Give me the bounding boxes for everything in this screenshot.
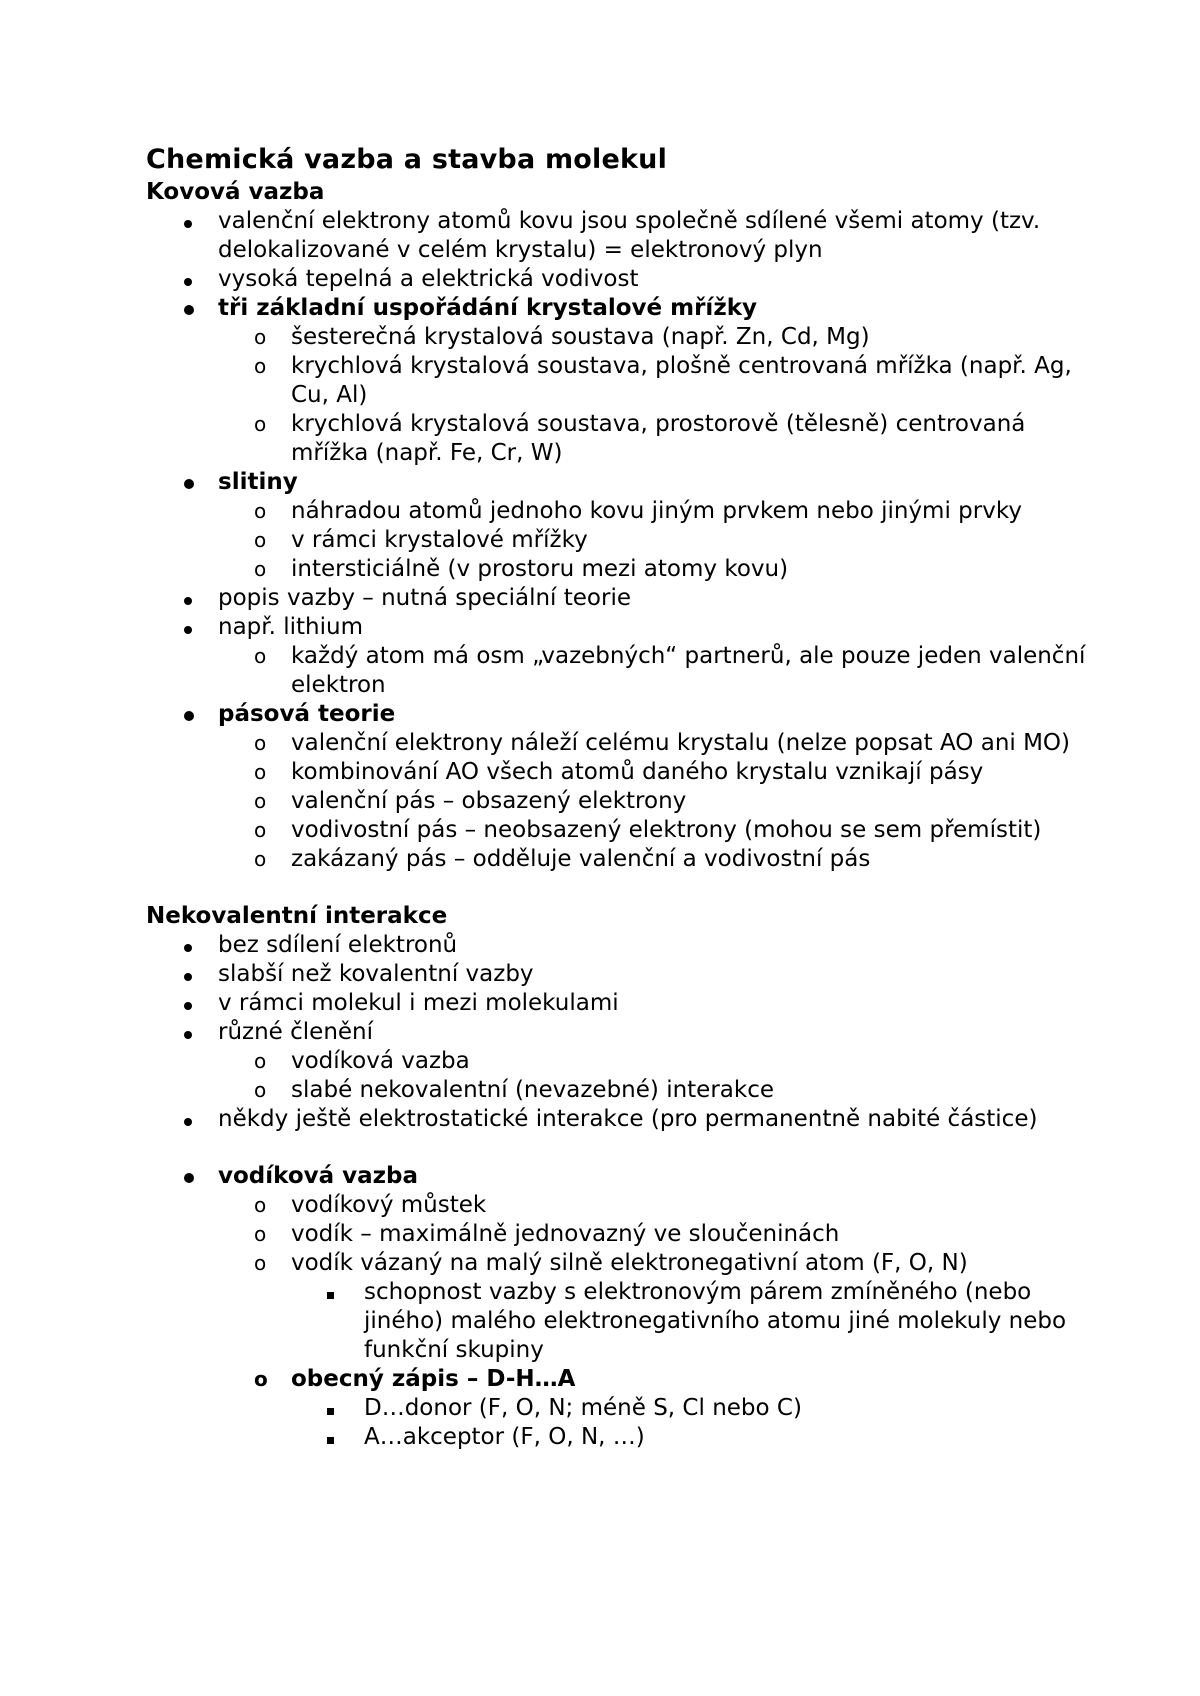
list-item: o valenční elektrony náleží celému krystalu (nelze popsat AO ani MO)	[254, 730, 1071, 756]
circle-bullet-icon: o	[254, 1251, 267, 1275]
list-item: slitiny	[146, 468, 1086, 497]
document-title: Chemická vazba a stavba molekul	[146, 144, 668, 175]
list-item: o slabé nekovalentní (nevazebné) interakce	[254, 1077, 774, 1103]
bullet-icon	[184, 960, 192, 989]
square-bullet-icon	[327, 1278, 334, 1307]
circle-bullet-icon: o	[254, 818, 267, 842]
bullet-icon	[184, 468, 194, 497]
list-item: o vodíkový můstek	[254, 1192, 487, 1218]
circle-bullet-icon: o	[254, 325, 267, 349]
list-item: slabší než kovalentní vazby	[146, 960, 1086, 989]
list-item: o krychlová krystalová soustava, plošně centrovaná mřížka (např. Ag, Cu, Al)	[254, 353, 1072, 408]
circle-bullet-icon: o	[254, 789, 267, 813]
list-item: D…donor (F, O, N; méně S, Cl nebo C)	[146, 1394, 1086, 1423]
list-item: o náhradou atomů jednoho kovu jiným prvkem nebo jinými prvky	[254, 498, 1022, 524]
list-item: A…akceptor (F, O, N, …)	[146, 1423, 1086, 1452]
list-item: o krychlová krystalová soustava, prostorově (tělesně) centrovaná mřížka (např. Fe, Cr, W)	[254, 411, 1026, 466]
circle-bullet-icon: o	[254, 731, 267, 755]
list-item: valenční elektrony atomů kovu jsou společně sdílené všemi atomy (tzv. delokalizované v celém krystalu) = elektronový plyn	[146, 207, 1086, 265]
circle-bullet-icon: o	[254, 1049, 267, 1073]
bullet-icon	[184, 1018, 192, 1047]
list-item: bez sdílení elektronů	[146, 931, 1086, 960]
bullet-icon	[184, 989, 192, 1018]
bullet-icon	[184, 931, 192, 960]
bullet-icon	[184, 294, 194, 323]
list-item: o vodík vázaný na malý silně elektronegativní atom (F, O, N)	[254, 1250, 968, 1276]
list-item: o vodíková vazba	[254, 1048, 470, 1074]
list-item: vysoká tepelná a elektrická vodivost	[146, 265, 1086, 294]
list-item: popis vazby – nutná speciální teorie	[146, 584, 1086, 613]
list-item: pásová teorie	[146, 700, 1086, 729]
list-item: o valenční pás – obsazený elektrony	[254, 788, 687, 814]
list-item: tři základní uspořádání krystalové mřížky	[146, 294, 1086, 323]
circle-bullet-icon: o	[254, 1078, 267, 1102]
list-item: o šesterečná krystalová soustava (např. Zn, Cd, Mg)	[254, 324, 870, 350]
bullet-icon	[184, 265, 192, 294]
bullet-icon	[184, 700, 194, 729]
list-kovova-vazba	[146, 207, 1086, 874]
spacer	[146, 1134, 1086, 1162]
circle-bullet-icon: o	[254, 1193, 267, 1217]
circle-bullet-icon: o	[254, 499, 267, 523]
square-bullet-icon	[327, 1394, 334, 1423]
list-item: o kombinování AO všech atomů daného krystalu vznikají pásy	[254, 759, 984, 785]
circle-bullet-icon: o	[254, 847, 267, 871]
section-heading-kovova-vazba: Kovová vazba	[146, 179, 325, 205]
bullet-icon	[184, 207, 192, 236]
list-item: schopnost vazby s elektronovým párem zmíněného (nebo jiného) malého elektronegativního atomu jiné molekuly nebo funkční skupiny	[146, 1278, 1086, 1365]
document-page	[146, 142, 1086, 1452]
bullet-icon	[184, 1162, 194, 1191]
circle-bullet-icon: o	[254, 760, 267, 784]
circle-bullet-icon: o	[254, 557, 267, 581]
list-item: o intersticiálně (v prostoru mezi atomy kovu)	[254, 556, 789, 582]
section-heading-nekovalentni-interakce: Nekovalentní interakce	[146, 903, 448, 929]
list-item: o zakázaný pás – odděluje valenční a vodivostní pás	[254, 846, 871, 872]
list-vodikova-vazba	[146, 1162, 1086, 1452]
list-item: např. lithium	[146, 613, 1086, 642]
list-item: různé členění	[146, 1018, 1086, 1047]
bullet-icon	[184, 1105, 192, 1134]
circle-bullet-icon: o	[254, 1367, 268, 1391]
spacer	[146, 874, 1086, 902]
list-item: o vodivostní pás – neobsazený elektrony (mohou se sem přemístit)	[254, 817, 1042, 843]
circle-bullet-icon: o	[254, 412, 267, 436]
list-nekovalentni-interakce	[146, 931, 1086, 1134]
list-item: v rámci molekul i mezi molekulami	[146, 989, 1086, 1018]
circle-bullet-icon: o	[254, 644, 267, 668]
list-item: vodíková vazba	[146, 1162, 1086, 1191]
square-bullet-icon	[327, 1423, 334, 1452]
bullet-icon	[184, 584, 192, 613]
circle-bullet-icon: o	[254, 354, 267, 378]
bullet-icon	[184, 613, 192, 642]
circle-bullet-icon: o	[254, 528, 267, 552]
circle-bullet-icon: o	[254, 1222, 267, 1246]
list-item: o v rámci krystalové mřížky	[254, 527, 588, 553]
list-item: o obecný zápis – D-H…A	[254, 1366, 576, 1392]
list-item: někdy ještě elektrostatické interakce (pro permanentně nabité částice)	[146, 1105, 1086, 1134]
list-item: o vodík – maximálně jednovazný ve sloučeninách	[254, 1221, 840, 1247]
list-item: o každý atom má osm „vazebných“ partnerů, ale pouze jeden valenční elektron	[254, 643, 1086, 698]
